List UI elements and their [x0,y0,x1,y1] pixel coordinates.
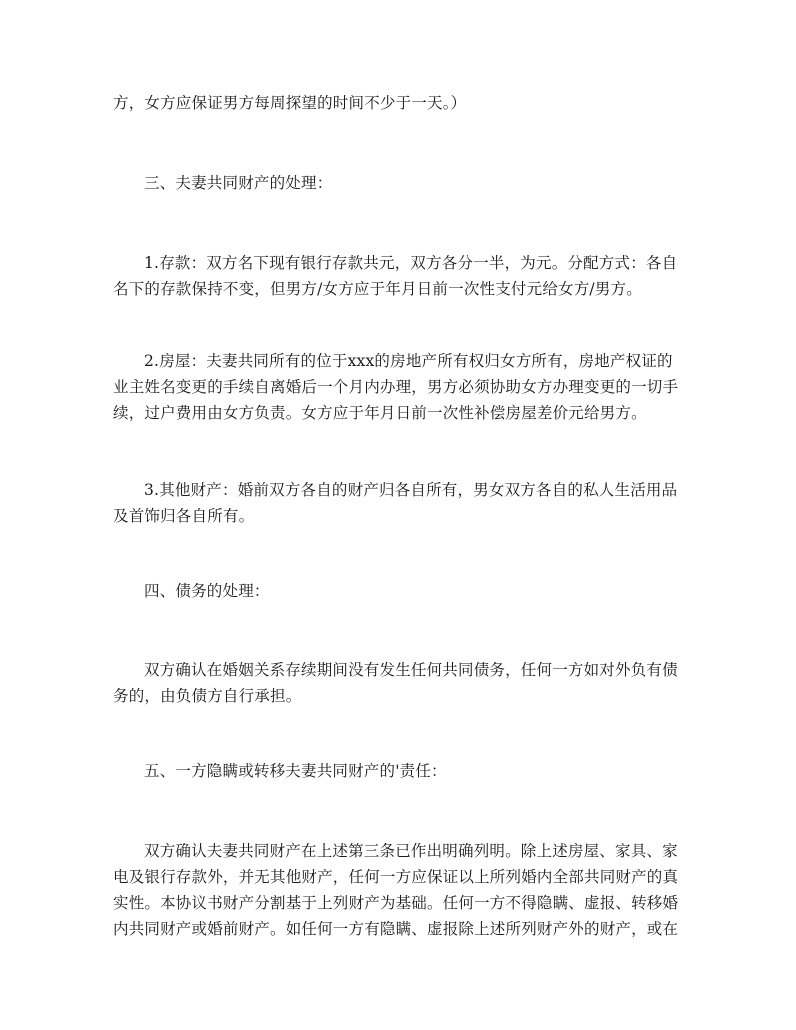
section-heading-concealment [113,758,685,784]
paragraph-other-property [113,477,685,529]
text-line: 2.房屋：夫妻共同所有的位于xxx的房地产所有权归女方所有，房地产权证的 [144,352,673,370]
paragraph-house [113,348,685,426]
text-line: 及首饰归各自所有。 [113,507,255,525]
text-line: 务的，由负债方自行承担。 [113,687,302,705]
text-line: 名下的存款保持不变，但男方/女方应于年月日前一次性支付元给女方/男方。 [113,280,642,298]
section-heading-joint-property [113,170,685,196]
heading-text: 五、一方隐瞒或转移夫妻共同财产的'责任： [144,762,447,780]
text-line: 续，过户费用由女方负责。女方应于年月日前一次性补偿房屋差价元给男方。 [113,404,647,422]
paragraph-concealment [113,838,685,942]
text-line: 方，女方应保证男方每周探望的时间不少于一天。） [113,94,467,112]
text-line: 业主姓名变更的手续自离婚后一个月内办理，男方必须协助女方办理变更的一切手 [113,378,679,396]
text-line: 实性。本协议书财产分割基于上列财产为基础。任何一方不得隐瞒、虚报、转移婚 [113,894,679,912]
text-line: 双方确认在婚姻关系存续期间没有发生任何共同债务，任何一方如对外负有债 [144,661,678,679]
text-line: 内共同财产或婚前财产。如任何一方有隐瞒、虚报除上述所列财产外的财产，或在 [113,920,679,938]
text-line: 双方确认夫妻共同财产在上述第三条已作出明确列明。除上述房屋、家具、家 [144,842,678,860]
text-line: 1.存款：双方名下现有银行存款共元，双方各分一半，为元。分配方式：各自 [144,254,678,272]
text-line: 电及银行存款外，并无其他财产，任何一方应保证以上所列婚内全部共同财产的真 [113,868,679,886]
section-heading-debts [113,578,685,604]
paragraph-visitation-end [113,90,685,116]
heading-text: 三、夫妻共同财产的处理： [144,174,333,192]
heading-text: 四、债务的处理： [144,582,270,600]
text-line: 3.其他财产：婚前双方各自的财产归各自所有，男女双方各自的私人生活用品 [144,481,678,499]
paragraph-debts [113,657,685,709]
paragraph-savings [113,250,685,302]
